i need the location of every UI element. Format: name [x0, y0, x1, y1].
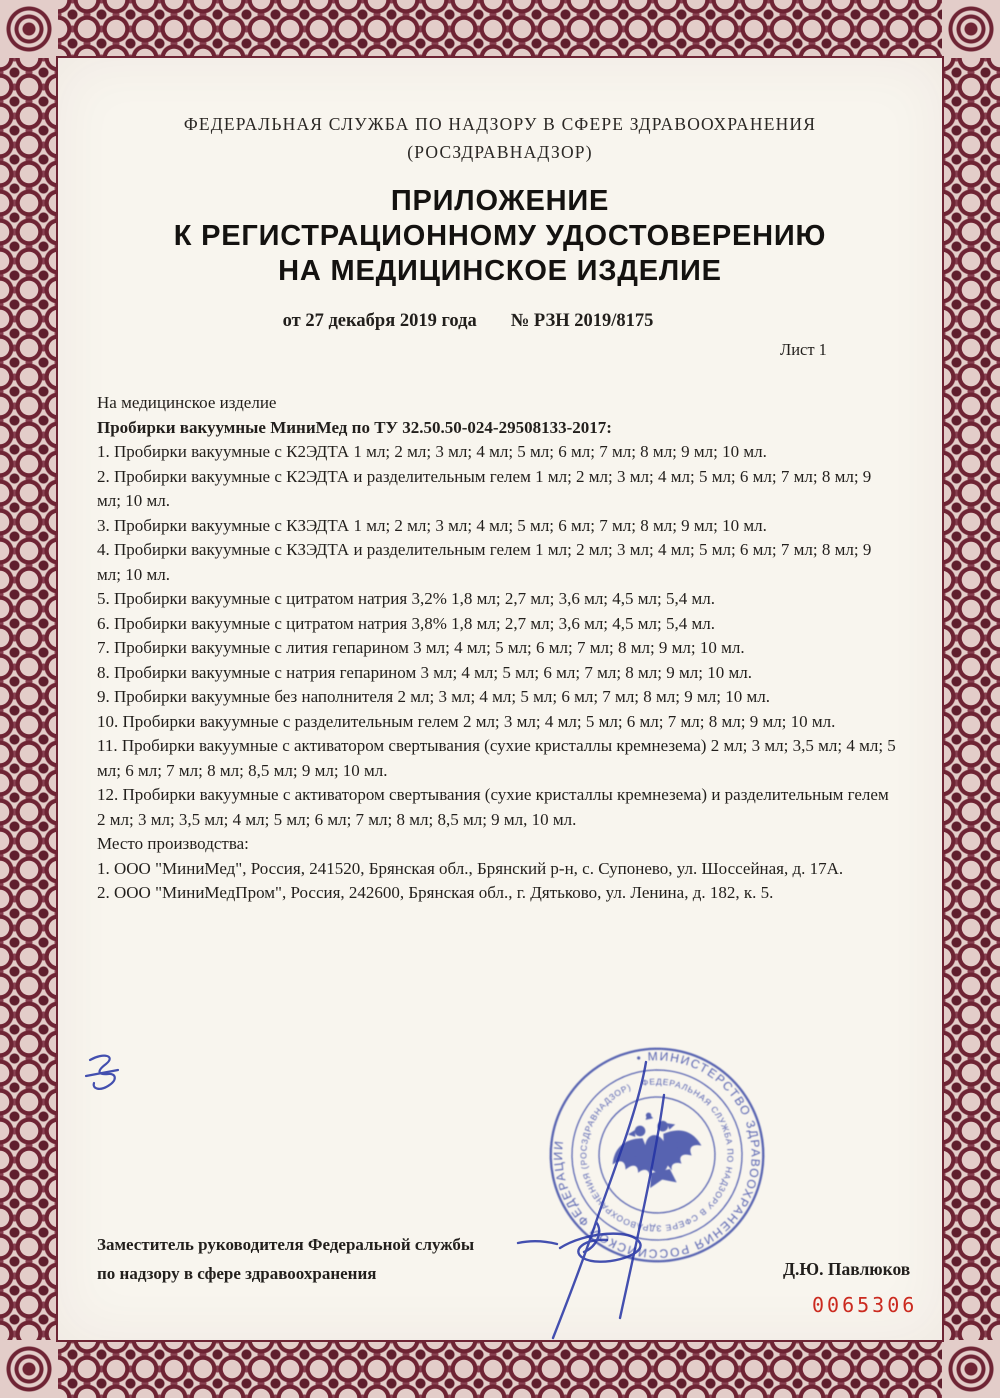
product-heading: Пробирки вакуумные МиниМед по ТУ 32.50.50-024-29508133-2017:	[97, 417, 612, 437]
agency-header	[0, 110, 1000, 166]
double-headed-eagle-emblem	[604, 1103, 708, 1195]
guilloche-border-top	[0, 0, 1000, 58]
product-item-2: 2. Пробирки вакуумные с К2ЭДТА и разделительным гелем 1 мл; 2 мл; 3 мл; 4 мл; 5 мл; 6 мл; 7 мл; 8 мл; 9 мл; 10 мл.	[97, 466, 872, 510]
product-item-8: 8. Пробирки вакуумные с натрия гепарином 3 мл; 4 мл; 5 мл; 6 мл; 7 мл; 8 мл; 9 мл; 10 мл.	[97, 662, 752, 682]
product-item-1: 1. Пробирки вакуумные с К2ЭДТА 1 мл; 2 мл; 3 мл; 4 мл; 5 мл; 6 мл; 7 мл; 8 мл; 9 мл; 10 мл.	[97, 442, 767, 461]
product-item-6: 6. Пробирки вакуумные с цитратом натрия 3,8% 1,8 мл; 2,7 мл; 3,6 мл; 4,5 мл; 5,4 мл.	[97, 613, 715, 633]
guilloche-border-bottom	[0, 1340, 1000, 1398]
signatory-name: Д.Ю. Павлюков	[783, 1259, 911, 1279]
agency-abbrev: (РОСЗДРАВНАДЗОР)	[407, 142, 593, 162]
official-stamp	[543, 1041, 771, 1269]
agency-name: ФЕДЕРАЛЬНАЯ СЛУЖБА ПО НАДЗОРУ В СФЕРЕ ЗДРАВООХРАНЕНИЯ	[183, 114, 817, 134]
border-corner-rosette	[0, 0, 58, 58]
production-site-2: 2. ООО "МиниМедПром", Россия, 242600, Брянская обл., г. Дятьково, ул. Ленина, д. 182, к. 5.	[97, 883, 774, 902]
product-item-11: 11. Пробирки вакуумные с активатором свертывания (сухие кристаллы кремнезема) 2 мл; 3 мл; 3,5 мл; 4 мл; 5 мл; 6 мл; 7 мл; 8 мл; 8,5 мл; 9 мл; 10 мл.	[97, 736, 896, 780]
production-heading: Место производства:	[97, 834, 249, 853]
product-item-9: 9. Пробирки вакуумные без наполнителя 2 мл; 3 мл; 4 мл; 5 мл; 6 мл; 7 мл; 8 мл; 9 мл; 10 мл.	[97, 687, 770, 706]
production-site-1: 1. ООО "МиниМед", Россия, 241520, Брянская обл., Брянский р-н, с. Супонево, ул. Шоссейная, д. 17А.	[97, 858, 844, 878]
registration-number: № РЗН 2019/8175	[510, 311, 654, 331]
sheet-number: Лист 1	[780, 340, 827, 359]
document-title-line-3: НА МЕДИЦИНСКОЕ ИЗДЕЛИЕ	[278, 255, 722, 287]
border-corner-rosette	[942, 1340, 1000, 1398]
signatory-role-line-2: по надзору в сфере здравоохранения	[97, 1263, 377, 1283]
product-item-5: 5. Пробирки вакуумные с цитратом натрия 3,2% 1,8 мл; 2,7 мл; 3,6 мл; 4,5 мл; 5,4 мл.	[97, 589, 715, 608]
document-body	[97, 391, 897, 906]
intro-line: На медицинское изделие	[97, 393, 277, 412]
document-title-line-1: ПРИЛОЖЕНИЕ	[390, 185, 610, 217]
product-item-3: 3. Пробирки вакуумные с КЗЭДТА 1 мл; 2 мл; 3 мл; 4 мл; 5 мл; 6 мл; 7 мл; 8 мл; 9 мл; 10 мл.	[97, 515, 767, 535]
product-item-4: 4. Пробирки вакуумные с КЗЭДТА и разделительным гелем 1 мл; 2 мл; 3 мл; 4 мл; 5 мл; 6 мл; 7 мл; 8 мл; 9 мл; 10 мл.	[97, 540, 872, 584]
serial-number: 0065306	[812, 1293, 918, 1317]
border-corner-rosette	[942, 0, 1000, 58]
stamp-ring-text-outer: • МИНИСТЕРСТВО ЗДРАВООХРАНЕНИЯ РОССИЙСКОЙ ФЕДЕРАЦИИ	[551, 1049, 763, 1261]
issue-date: от 27 декабря 2019 года	[282, 311, 477, 331]
signatory-role-line-1: Заместитель руководителя Федеральной службы	[97, 1235, 475, 1254]
border-corner-rosette	[0, 1340, 58, 1398]
product-item-10: 10. Пробирки вакуумные с разделительным гелем 2 мл; 3 мл; 4 мл; 5 мл; 6 мл; 7 мл; 8 мл; 9 мл; 10 мл.	[97, 711, 836, 731]
document-title	[0, 184, 1000, 289]
signatory-role	[97, 1231, 474, 1288]
stamp-ring-text-inner: ФЕДЕРАЛЬНАЯ СЛУЖБА ПО НАДЗОРУ В СФЕРЕ ЗДРАВООХРАНЕНИЯ (РОСЗДРАВНАДЗОР)	[578, 1076, 736, 1234]
product-item-7: 7. Пробирки вакуумные с лития гепарином 3 мл; 4 мл; 5 мл; 6 мл; 7 мл; 8 мл; 9 мл; 10 мл.	[97, 638, 745, 657]
product-item-12: 12. Пробирки вакуумные с активатором свертывания (сухие кристаллы кремнезема) и разделительным гелем 2 мл; 3 мл; 3,5 мл; 4 мл; 5 мл; 6 мл; 7 мл; 8 мл; 8,5 мл; 9 мл, 10 мл.	[97, 785, 889, 829]
document-title-line-2: К РЕГИСТРАЦИОННОМУ УДОСТОВЕРЕНИЮ	[173, 220, 827, 252]
date-number-line	[0, 311, 1000, 332]
